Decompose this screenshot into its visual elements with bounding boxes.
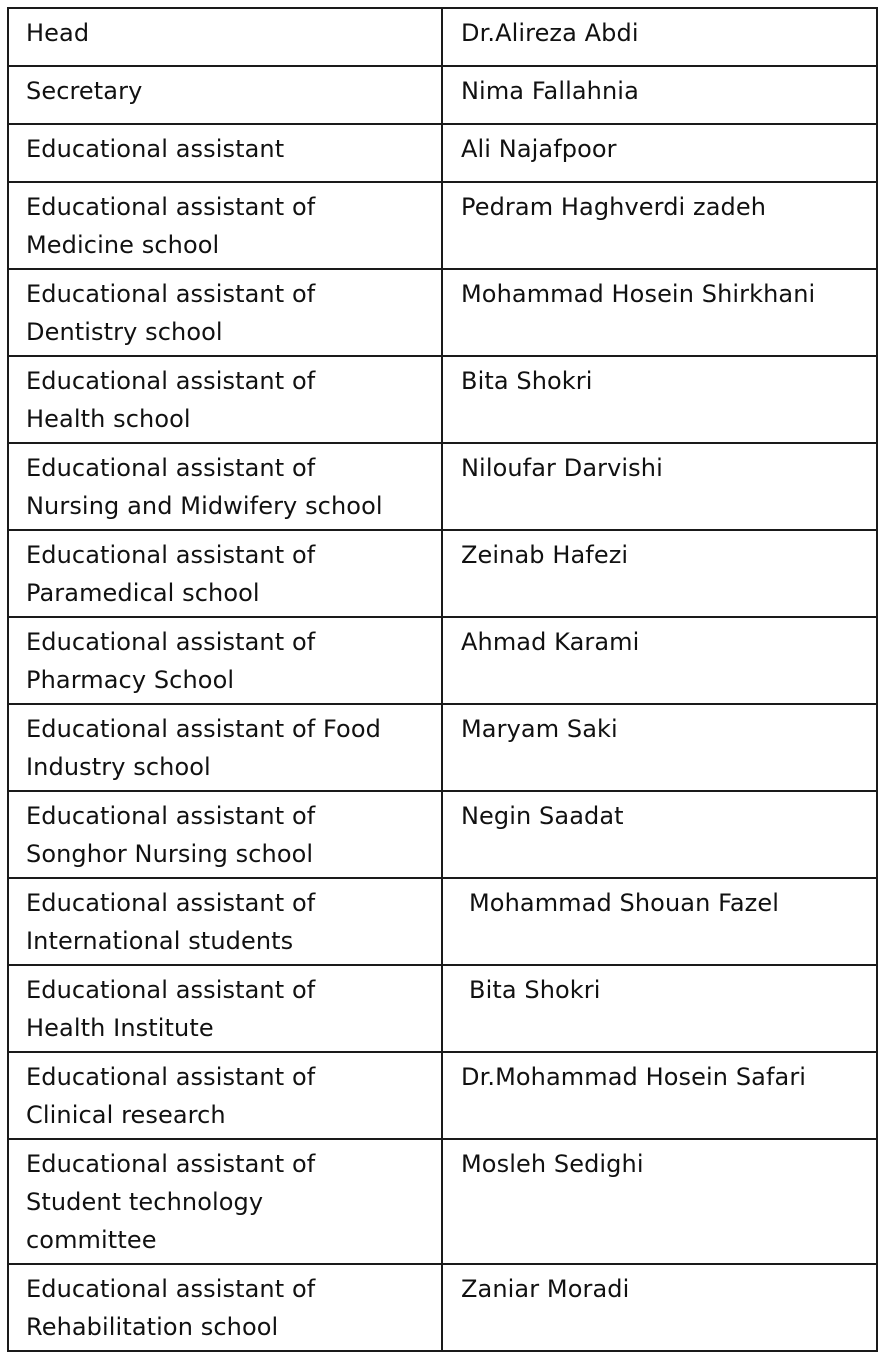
table-row — [8, 1139, 877, 1264]
table-row — [8, 356, 877, 443]
name-cell: Niloufar Darvishi — [442, 443, 877, 530]
name-cell: Ahmad Karami — [442, 617, 877, 704]
role-cell: Educational assistant of Health Institute — [8, 965, 442, 1052]
table-row — [8, 1264, 877, 1351]
role-cell: Educational assistant of Health school — [8, 356, 442, 443]
role-cell: Educational assistant of Nursing and Midwifery school — [8, 443, 442, 530]
name-cell: Mosleh Sedighi — [442, 1139, 877, 1264]
role-cell: Educational assistant of Songhor Nursing school — [8, 791, 442, 878]
name-cell: Bita Shokri — [442, 356, 877, 443]
role-cell: Educational assistant of International students — [8, 878, 442, 965]
role-cell: Educational assistant of Student technology committee — [8, 1139, 442, 1264]
name-cell: Zaniar Moradi — [442, 1264, 877, 1351]
staff-roster-table — [7, 7, 878, 1352]
name-cell: Ali Najafpoor — [442, 124, 877, 182]
name-cell: Pedram Haghverdi zadeh — [442, 182, 877, 269]
table-row — [8, 124, 877, 182]
name-cell: Zeinab Hafezi — [442, 530, 877, 617]
table-row — [8, 66, 877, 124]
role-cell: Educational assistant of Dentistry school — [8, 269, 442, 356]
table-row — [8, 704, 877, 791]
role-cell: Secretary — [8, 66, 442, 124]
name-cell: Mohammad Shouan Fazel — [442, 878, 877, 965]
name-cell: Mohammad Hosein Shirkhani — [442, 269, 877, 356]
name-cell: Bita Shokri — [442, 965, 877, 1052]
role-cell: Educational assistant of Food Industry school — [8, 704, 442, 791]
table-row — [8, 965, 877, 1052]
role-cell: Educational assistant of Rehabilitation school — [8, 1264, 442, 1351]
name-cell: Maryam Saki — [442, 704, 877, 791]
name-cell: Negin Saadat — [442, 791, 877, 878]
role-cell: Educational assistant — [8, 124, 442, 182]
table-row — [8, 8, 877, 66]
table-row — [8, 617, 877, 704]
role-cell: Educational assistant of Medicine school — [8, 182, 442, 269]
role-cell: Head — [8, 8, 442, 66]
name-cell: Nima Fallahnia — [442, 66, 877, 124]
table-row — [8, 878, 877, 965]
table-row — [8, 182, 877, 269]
role-cell: Educational assistant of Pharmacy School — [8, 617, 442, 704]
name-cell: Dr.Mohammad Hosein Safari — [442, 1052, 877, 1139]
table-row — [8, 269, 877, 356]
table-row — [8, 791, 877, 878]
table-row — [8, 1052, 877, 1139]
table-row — [8, 443, 877, 530]
table-row — [8, 530, 877, 617]
name-cell: Dr.Alireza Abdi — [442, 8, 877, 66]
role-cell: Educational assistant of Clinical research — [8, 1052, 442, 1139]
role-cell: Educational assistant of Paramedical school — [8, 530, 442, 617]
